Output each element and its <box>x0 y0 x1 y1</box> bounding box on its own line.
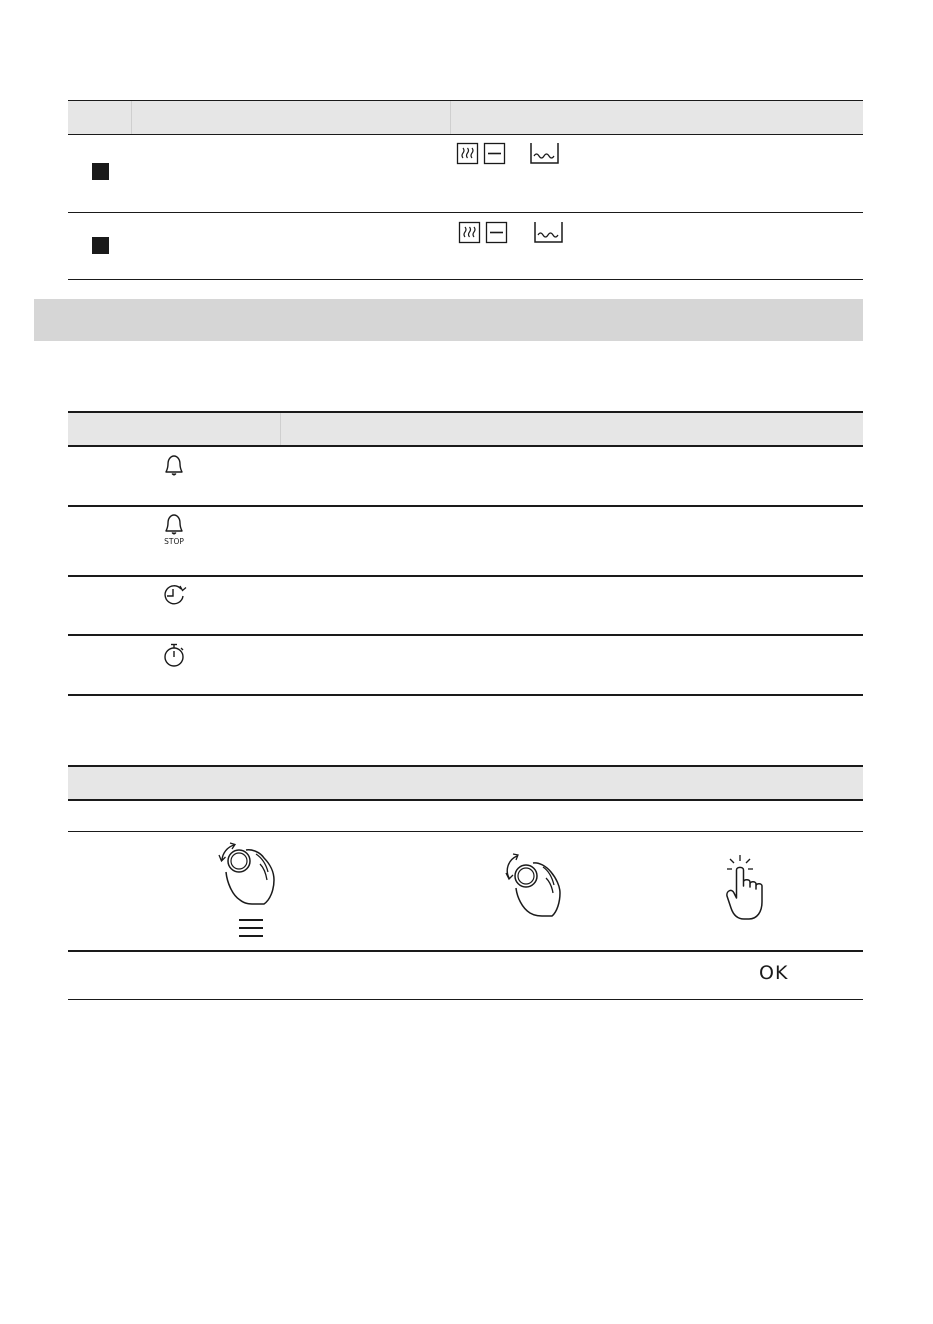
knob-rotate-hand-icon <box>212 840 282 920</box>
table-header-rule <box>68 799 863 801</box>
column-divider <box>131 101 132 134</box>
row-rule <box>68 575 863 577</box>
table-bottom-rule <box>68 694 863 696</box>
knob-rotate-hand-icon <box>500 850 570 925</box>
steam-icon <box>460 223 480 243</box>
timer-table-header <box>68 412 863 445</box>
column-divider <box>450 101 451 134</box>
filled-square-marker <box>92 237 109 254</box>
table-bottom-rule <box>68 999 863 1000</box>
tap-finger-icon <box>722 854 772 924</box>
bell-stop-icon <box>162 513 186 547</box>
row-rule <box>68 634 863 636</box>
row-rule <box>68 950 863 952</box>
column-divider <box>280 412 281 445</box>
table-top-rule <box>68 411 863 413</box>
mode-table-header <box>68 101 863 134</box>
steam-icon <box>458 144 478 164</box>
water-tray-icon <box>531 143 558 163</box>
minus-key-icon <box>485 144 505 164</box>
stop-label: STOP <box>164 537 184 546</box>
menu-icon <box>238 918 266 940</box>
table-top-rule <box>68 100 863 101</box>
row-rule <box>68 505 863 507</box>
section-heading-band <box>34 299 863 341</box>
mode-row-2-icons <box>459 222 569 246</box>
table-header-rule <box>68 445 863 447</box>
bell-icon <box>162 454 186 480</box>
minus-key-icon <box>487 223 507 243</box>
filled-square-marker <box>92 163 109 180</box>
mode-row-1-icons <box>457 143 567 167</box>
row-rule <box>68 831 863 832</box>
knob-table-header <box>68 766 863 799</box>
clock-arrow-icon <box>161 584 189 608</box>
table-top-rule <box>68 765 863 767</box>
ok-label: OK <box>759 962 789 984</box>
table-header-rule <box>68 134 863 135</box>
stopwatch-icon <box>162 642 188 670</box>
table-bottom-rule <box>68 279 863 280</box>
water-tray-icon <box>535 222 562 242</box>
row-rule <box>68 212 863 213</box>
